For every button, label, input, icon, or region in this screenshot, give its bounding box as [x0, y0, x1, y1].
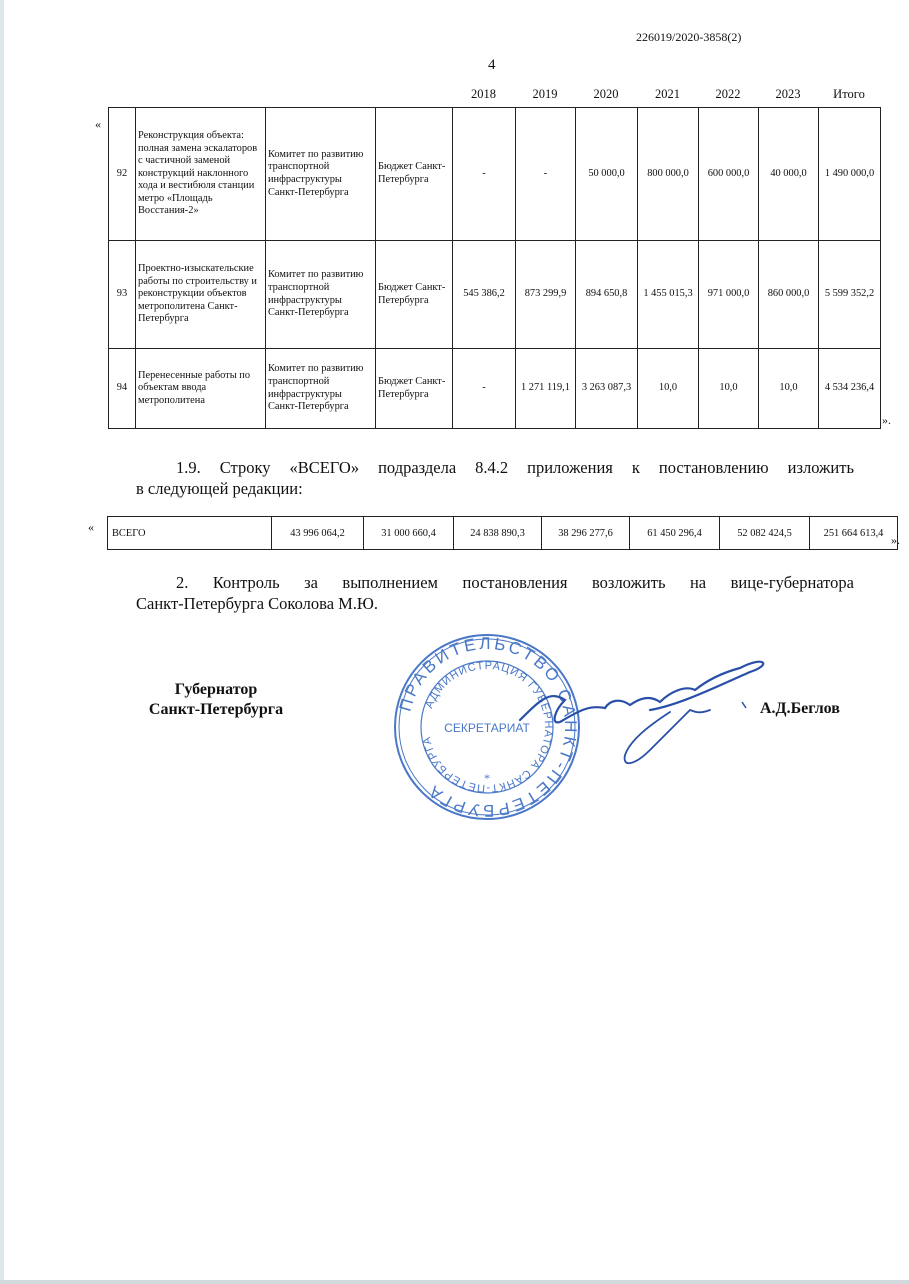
open-quote: « [88, 520, 94, 534]
paragraph-line: 2. Контроль за выполнением постановления возложить на вице-губернатора [176, 573, 854, 592]
close-quote: ». [891, 533, 900, 547]
row-number: 93 [109, 241, 136, 349]
close-quote: ». [882, 413, 891, 427]
total-2018: 43 996 064,2 [272, 517, 364, 550]
value-2023: 10,0 [759, 349, 819, 429]
year-header: 2018 [471, 87, 496, 101]
row-committee: Комитет по развитию транспортной инфраструктуры Санкт-Петербурга [266, 108, 376, 241]
total-label: ВСЕГО [108, 517, 272, 550]
year-header: 2021 [655, 87, 680, 101]
page-edge [0, 1280, 909, 1284]
row-number: 94 [109, 349, 136, 429]
value-2018: - [453, 349, 516, 429]
row-description: Перенесенные работы по объектам ввода метрополитена [136, 349, 266, 429]
value-2021: 800 000,0 [638, 108, 699, 241]
program-table [108, 107, 881, 429]
year-header: 2019 [532, 87, 558, 101]
value-2020: 894 650,8 [576, 241, 638, 349]
year-header: 2022 [715, 87, 741, 101]
svg-text:СЕКРЕТАРИАТ: СЕКРЕТАРИАТ [444, 721, 530, 735]
value-2019: 873 299,9 [516, 241, 576, 349]
value-2022: 600 000,0 [699, 108, 759, 241]
value-2018: - [453, 108, 516, 241]
total-header: Итого [833, 87, 865, 101]
row-source: Бюджет Санкт-Петербурга [376, 241, 453, 349]
value-2021: 1 455 015,3 [638, 241, 699, 349]
total-sum: 251 664 613,4 [810, 517, 898, 550]
value-2023: 40 000,0 [759, 108, 819, 241]
value-2021: 10,0 [638, 349, 699, 429]
value-2020: 50 000,0 [576, 108, 638, 241]
value-2020: 3 263 087,3 [576, 349, 638, 429]
row-description: Реконструкция объекта: полная замена эскалаторов с частичной заменой конструкций наклонного хода и вестибюля станции метро «Площадь Восстания-2» [136, 108, 266, 241]
page-edge [0, 0, 4, 1284]
value-total: 5 599 352,2 [819, 241, 881, 349]
paragraph-1-9 [136, 457, 854, 499]
paragraph-line: 1.9. Строку «ВСЕГО» подраздела 8.4.2 приложения к постановлению изложить [176, 458, 854, 477]
title-line: Губернатор [174, 681, 258, 698]
total-table [107, 516, 898, 550]
value-2018: 545 386,2 [453, 241, 516, 349]
svg-text:*: * [484, 771, 490, 785]
row-committee: Комитет по развитию транспортной инфраструктуры Санкт-Петербурга [266, 241, 376, 349]
total-2021: 38 296 277,6 [542, 517, 630, 550]
table-row [109, 241, 881, 349]
signatory-title [136, 680, 296, 720]
total-2023: 52 082 424,5 [720, 517, 810, 550]
value-2022: 971 000,0 [699, 241, 759, 349]
document-number: 226019/2020-3858(2) [636, 30, 742, 44]
value-total: 1 490 000,0 [819, 108, 881, 241]
paragraph-line: в следующей редакции: [136, 479, 303, 498]
signature-icon [510, 650, 780, 770]
total-row [108, 517, 898, 550]
table-year-headers [452, 87, 880, 103]
paragraph-line: Санкт-Петербурга Соколова М.Ю. [136, 594, 379, 613]
table-row [109, 349, 881, 429]
row-committee: Комитет по развитию транспортной инфраструктуры Санкт-Петербурга [266, 349, 376, 429]
row-source: Бюджет Санкт-Петербурга [376, 349, 453, 429]
row-description: Проектно-изыскательские работы по строительству и реконструкции объектов метрополитена Санкт-Петербурга [136, 241, 266, 349]
signatory-name: А.Д.Беглов [760, 700, 840, 717]
svg-text:АДМИНИСТРАЦИЯ ГУБЕРНАТОРА САНК: АДМИНИСТРАЦИЯ ГУБЕРНАТОРА САНКТ-ПЕТЕРБУРГА [420, 659, 555, 795]
total-2022: 61 450 296,4 [630, 517, 720, 550]
total-2020: 24 838 890,3 [454, 517, 542, 550]
year-header: 2023 [775, 87, 801, 101]
page-number: 4 [488, 57, 496, 73]
value-2019: - [516, 108, 576, 241]
title-line: Санкт-Петербурга [148, 701, 284, 718]
svg-text:ПРАВИТЕЛЬСТВО САНКТ-ПЕТЕРБУРГА: ПРАВИТЕЛЬСТВО САНКТ-ПЕТЕРБУРГА [395, 633, 581, 821]
year-header: 2020 [593, 87, 619, 101]
open-quote: « [95, 117, 101, 131]
value-2022: 10,0 [699, 349, 759, 429]
value-total: 4 534 236,4 [819, 349, 881, 429]
value-2023: 860 000,0 [759, 241, 819, 349]
paragraph-2 [136, 572, 854, 614]
value-2019: 1 271 119,1 [516, 349, 576, 429]
table-row [109, 108, 881, 241]
row-number: 92 [109, 108, 136, 241]
total-2019: 31 000 660,4 [364, 517, 454, 550]
row-source: Бюджет Санкт-Петербурга [376, 108, 453, 241]
